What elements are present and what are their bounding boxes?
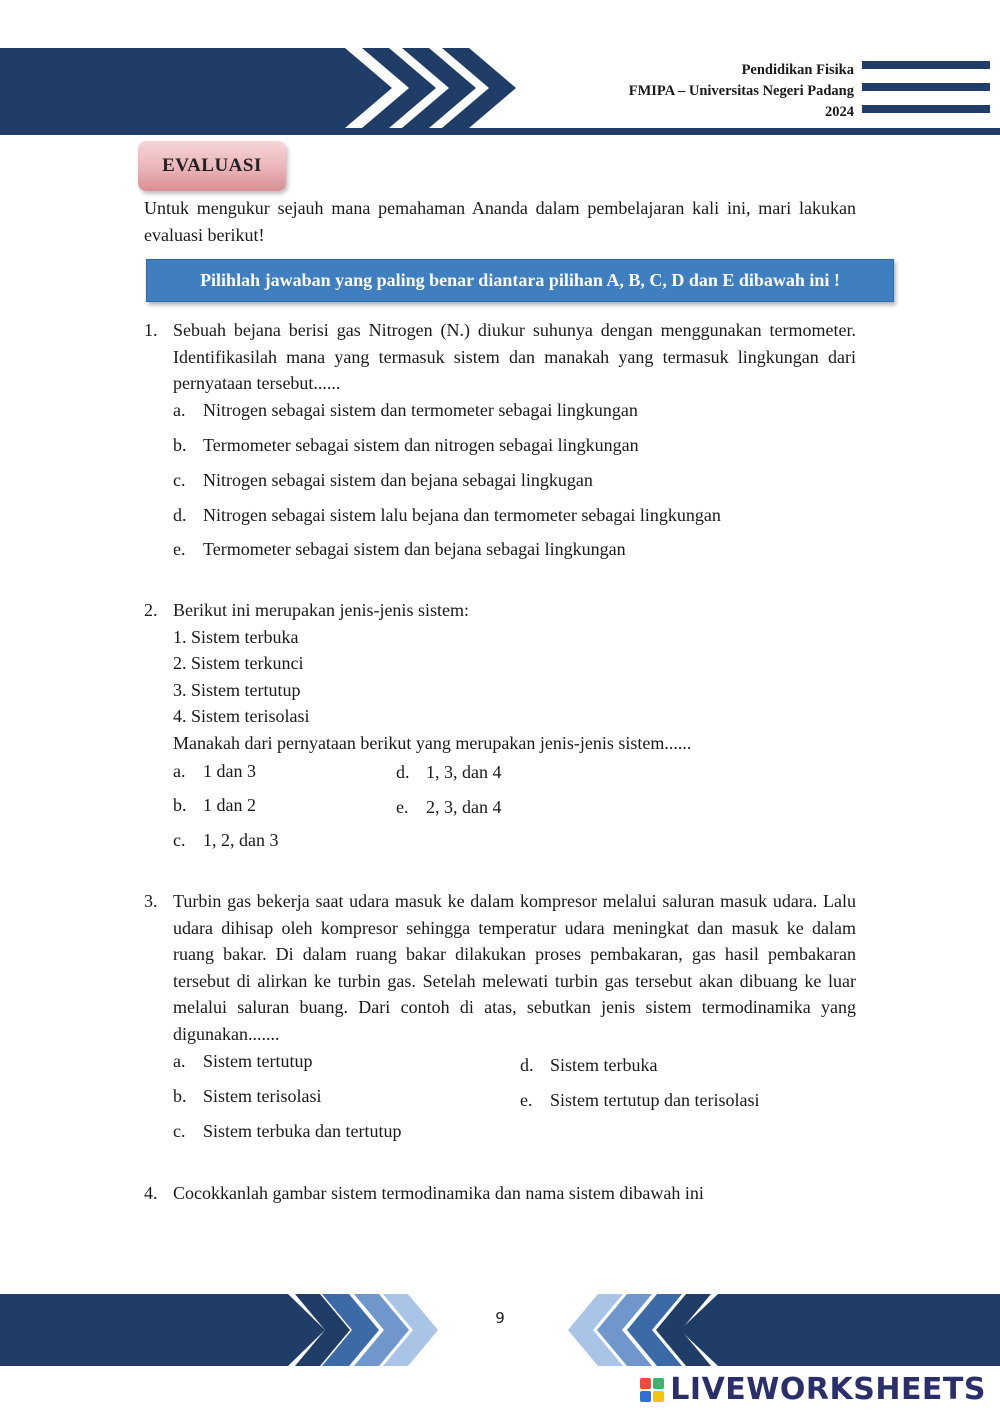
option-2e[interactable] — [396, 795, 502, 819]
option-text: Sistem terisolasi — [203, 1086, 322, 1106]
option-3a[interactable] — [173, 1049, 313, 1073]
header-university: FMIPA – Universitas Negeri Padang — [628, 83, 854, 99]
option-letter: d. — [520, 1055, 534, 1075]
option-1d[interactable] — [173, 503, 721, 527]
option-letter: c. — [173, 470, 186, 490]
option-text: Termometer sebagai sistem dan nitrogen sebagai lingkungan — [203, 435, 639, 455]
option-1c[interactable] — [173, 468, 593, 492]
option-text: 1 dan 2 — [203, 795, 256, 815]
question-prompt: Manakah dari pernyataan berikut yang merupakan jenis-jenis sistem...... — [173, 732, 692, 753]
option-letter: e. — [173, 539, 186, 559]
option-1e[interactable] — [173, 537, 626, 561]
liveworksheets-logo-icon — [640, 1378, 664, 1402]
option-letter: c. — [173, 1121, 186, 1141]
option-text: Sistem terbuka — [550, 1055, 658, 1075]
option-3c[interactable] — [173, 1119, 401, 1143]
option-3d[interactable] — [520, 1053, 657, 1077]
list-item: 4. Sistem terisolasi — [173, 706, 310, 726]
option-1b[interactable] — [173, 433, 639, 457]
question-text: Cocokkanlah gambar sistem termodinamika dan nama sistem dibawah ini — [173, 1183, 704, 1203]
option-letter: a. — [173, 1051, 186, 1071]
intro-text: Untuk mengukur sejauh mana pemahaman Ananda dalam pembelajaran kali ini, mari lakukan evaluasi berikut! — [144, 198, 856, 245]
option-letter: b. — [173, 435, 187, 455]
list-item: 2. Sistem terkunci — [173, 653, 304, 673]
list-item: 3. Sistem tertutup — [173, 679, 301, 700]
option-letter: a. — [173, 761, 186, 781]
question-number: 2. — [144, 600, 158, 620]
question-number: 1. — [144, 320, 158, 340]
question-number: 4. — [144, 1183, 158, 1203]
option-text: Nitrogen sebagai sistem dan bejana sebagai lingkugan — [203, 470, 593, 490]
footer-banner — [0, 1290, 1000, 1370]
option-text: Sistem tertutup dan terisolasi — [550, 1090, 760, 1110]
question-text: Sebuah bejana berisi gas Nitrogen (N.) diukur suhunya dengan menggunakan termometer. Identifikasilah mana yang termasuk sistem dan manakah yang termasuk lingkungan dari pernyataan tersebut...... — [173, 320, 856, 393]
question-4 — [144, 1180, 856, 1207]
liveworksheets-logo[interactable] — [640, 1372, 986, 1407]
option-text: Sistem tertutup — [203, 1051, 313, 1071]
option-3e[interactable] — [520, 1088, 759, 1112]
option-letter: a. — [173, 400, 186, 420]
option-text: Nitrogen sebagai sistem lalu bejana dan termometer sebagai lingkungan — [203, 505, 721, 525]
question-number: 3. — [144, 891, 158, 911]
option-text: 1, 3, dan 4 — [426, 762, 502, 782]
option-text: Termometer sebagai sistem dan bejana sebagai lingkungan — [203, 539, 626, 559]
option-letter: c. — [173, 830, 186, 850]
option-letter: e. — [520, 1090, 533, 1110]
brand-name: LIVEWORKSHEETS — [670, 1372, 986, 1407]
section-title-badge: EVALUASI — [138, 141, 286, 191]
option-letter: b. — [173, 1086, 187, 1106]
question-3 — [144, 888, 856, 1047]
option-1a[interactable] — [173, 398, 638, 422]
list-item: 1. Sistem terbuka — [173, 626, 299, 647]
option-3b[interactable] — [173, 1084, 322, 1108]
option-2b[interactable] — [173, 793, 256, 817]
header-institution — [629, 60, 854, 123]
option-2a[interactable] — [173, 759, 256, 783]
instruction-banner: Pilihlah jawaban yang paling benar diantara pilihan A, B, C, D dan E dibawah ini ! — [146, 259, 894, 302]
option-2c[interactable] — [173, 828, 279, 852]
header-year: 2024 — [825, 104, 854, 120]
question-text: Berikut ini merupakan jenis-jenis sistem: — [173, 600, 469, 620]
option-text: 1, 2, dan 3 — [203, 830, 279, 850]
option-text: Sistem terbuka dan tertutup — [203, 1121, 402, 1141]
question-1 — [144, 317, 856, 397]
page-number: 9 — [495, 1309, 505, 1327]
option-2d[interactable] — [396, 760, 502, 784]
option-text: 2, 3, dan 4 — [426, 797, 502, 817]
option-letter: d. — [173, 505, 187, 525]
option-text: 1 dan 3 — [203, 761, 256, 781]
option-letter: e. — [396, 797, 409, 817]
question-text: Turbin gas bekerja saat udara masuk ke dalam kompresor melalui saluran masuk udara. Lalu udara dihisap oleh kompresor sehingga temperatur udara meningkat dan masuk ke dalam ruang bakar. Di dalam ruang bakar dilakukan proses pembakaran, gas hasil pembakaran tersebut di alirkan ke turbin gas. Setelah melewati turbin gas tersebut akan dibuang ke luar melalui saluran buang. Dari contoh di atas, sebutkan jenis sistem termodinamika yang digunakan....... — [173, 891, 856, 1044]
option-letter: b. — [173, 795, 187, 815]
option-letter: d. — [396, 762, 410, 782]
option-text: Nitrogen sebagai sistem dan termometer sebagai lingkungan — [203, 400, 638, 420]
header-department: Pendidikan Fisika — [741, 62, 854, 78]
question-2 — [144, 597, 856, 756]
